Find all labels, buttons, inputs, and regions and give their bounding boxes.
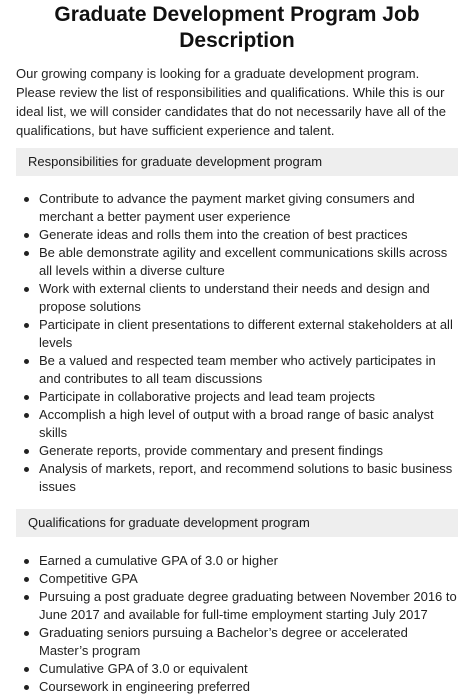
qualification-item: Pursuing a post graduate degree graduating between November 2016 to June 2017 and available for full-time employment starting July 2017 bbox=[16, 588, 458, 624]
responsibilities-heading: Responsibilities for graduate development program bbox=[16, 148, 458, 176]
responsibility-item: Participate in client presentations to different external stakeholders at all levels bbox=[16, 316, 458, 352]
qualification-item: Coursework in engineering preferred bbox=[16, 678, 458, 696]
intro-paragraph: Our growing company is looking for a graduate development program. Please review the list of responsibilities and qualifications. While this is our ideal list, we will consider candidates that do not necessarily have all of the qualifications, but have sufficient experience and talent. bbox=[16, 66, 446, 138]
responsibility-item: Generate reports, provide commentary and present findings bbox=[16, 442, 458, 460]
responsibility-item: Work with external clients to understand their needs and design and propose solutions bbox=[16, 280, 458, 316]
qualifications-heading: Qualifications for graduate development program bbox=[16, 509, 458, 537]
qualification-item: Competitive GPA bbox=[16, 570, 458, 588]
responsibility-item: Analysis of markets, report, and recommend solutions to basic business issues bbox=[16, 460, 458, 496]
responsibility-item: Be able demonstrate agility and excellent communications skills across all levels within a diverse culture bbox=[16, 244, 458, 280]
qualification-item: Earned a cumulative GPA of 3.0 or higher bbox=[16, 552, 458, 570]
responsibility-item: Contribute to advance the payment market giving consumers and merchant a better payment user experience bbox=[16, 190, 458, 226]
responsibilities-list bbox=[16, 190, 458, 496]
qualification-item: Graduating seniors pursuing a Bachelor’s degree or accelerated Master’s program bbox=[16, 624, 458, 660]
responsibility-item: Participate in collaborative projects and lead team projects bbox=[16, 388, 458, 406]
responsibility-item: Generate ideas and rolls them into the creation of best practices bbox=[16, 226, 458, 244]
page-title: Graduate Development Program Job Description bbox=[54, 3, 420, 52]
responsibility-item: Be a valued and respected team member who actively participates in and contributes to all team discussions bbox=[16, 352, 458, 388]
qualification-item: Cumulative GPA of 3.0 or equivalent bbox=[16, 660, 458, 678]
qualifications-list bbox=[16, 552, 458, 696]
responsibility-item: Accomplish a high level of output with a broad range of basic analyst skills bbox=[16, 406, 458, 442]
